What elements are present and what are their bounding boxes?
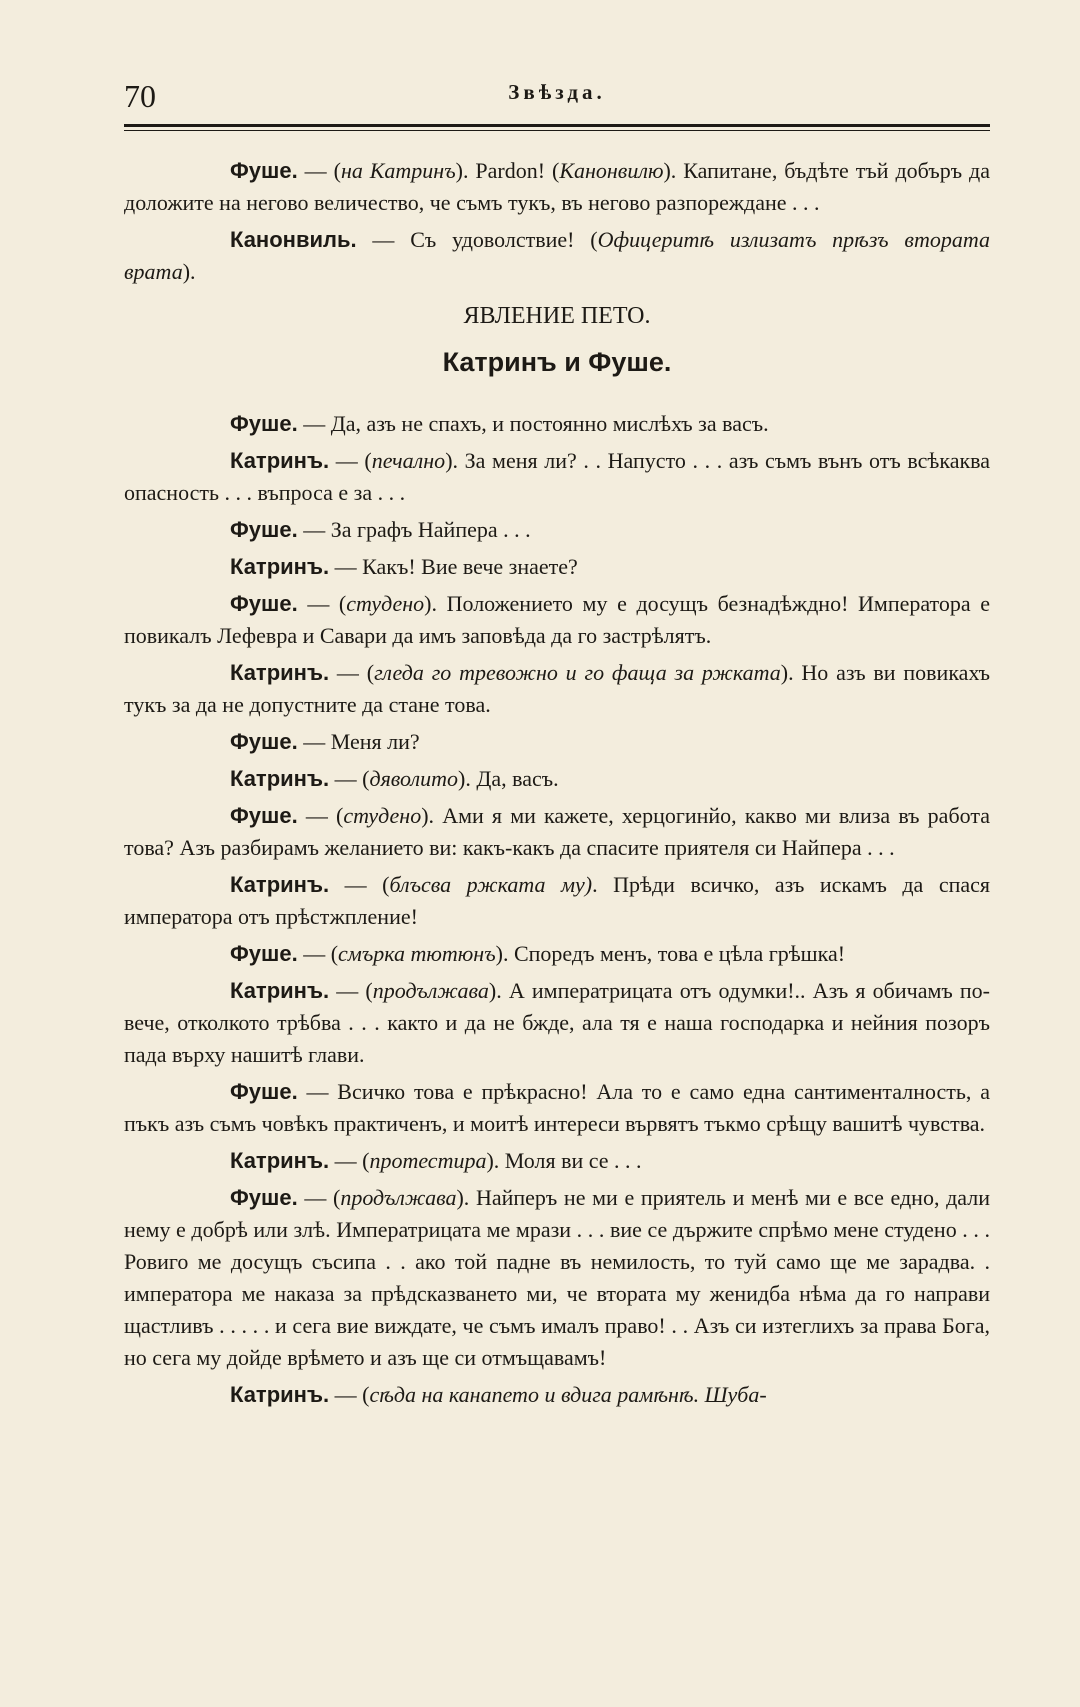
dialogue-line [124,1379,990,1411]
speaker-name: Катринъ. [230,872,330,897]
stage-direction: на Катринъ [340,158,456,183]
speech-text: — Всичко това е прѣкрасно! Ала то е само една сантименталность, а пъкъ азъ съмъ човѣкъ практиченъ, и моитѣ интереси вървятъ тъкмо срѣщу вашитѣ чувства. [124,1079,990,1136]
speaker-name: Катринъ. [230,1148,330,1173]
stage-direction: студено [346,591,425,616]
speech-text: — Да, азъ не спахъ, и постоянно мислѣхъ за васъ. [297,411,769,436]
speech-text: ). Pardon! ( [455,158,560,183]
speech-text: . Прѣди всичко, азъ искамъ да спася императора отъ прѣстжпление! [124,872,991,929]
speaker-name: Фуше. [230,591,298,616]
dialogue-line [124,514,990,546]
speech-text: — Какъ! Вие вече знаете? [329,554,578,579]
dialogue-line [124,551,990,583]
stage-direction: сѣда на канапето и вдига рамѣнѣ. Шуба- [369,1382,767,1407]
page-number: 70 [124,78,156,114]
speaker-name: Фуше. [230,158,298,183]
speech-text: — Съ удоволствие! ( [356,227,598,252]
stage-direction: печално [371,448,446,473]
dialogue-line [124,1182,990,1374]
speaker-name: Катринъ. [230,766,330,791]
dialogue-line [124,588,990,652]
speech-text: ). Капитане, бъдѣте тъй добъръ да доложите на негово величество, че съмъ тукъ, въ негово разпореждане . . . [124,158,990,215]
dialogue-line [124,1076,990,1140]
speech-text: ). Ами я ми кажете, херцогинйо, какво ми влиза въ работа това? Азъ разбирамъ желанието ви: какъ-какъ да спасите приятеля си Найпера . . . [124,803,990,860]
dialogue-line [124,408,990,440]
dialogue-line [124,800,990,864]
speech-text: ). Найперъ не ми е приятель и менѣ ми е все едно, дали нему е добрѣ или злѣ. Императрицата ме мрази . . . вие се държите спрѣмо мене студено . . . Ровиго ме досущъ съсипа . . ако той падне въ немилость, то туй само ще ме зарадва. . императора ме наказа за прѣдсказването ми, че втората му женидба нѣма да го направи щастливъ . . . . . и сега вие виждате, че съмъ ималъ право! . . Азъ си изтеглихъ за права Бога, но сега му дойде врѣмето и азъ ще си отмъщавамъ! [124,1185,990,1370]
dialogue-line [124,763,990,795]
speech-text: — ( [297,803,344,828]
speech-text: ). Моля ви се . . . [486,1148,642,1173]
speech-text: — ( [329,766,370,791]
speaker-name: Катринъ. [230,554,330,579]
speech-text: — ( [297,941,339,966]
stage-direction: продължава [372,978,489,1003]
speaker-name: Фуше. [230,729,298,754]
speech-text: ). [182,259,196,284]
speech-text: — Меня ли? [297,729,420,754]
dialogue-line [124,938,990,970]
play-text [124,155,990,1411]
header-rule [124,124,990,131]
speech-text: — ( [329,978,373,1003]
dialogue-line [124,155,990,219]
speaker-name: Катринъ. [230,448,330,473]
stage-direction: дяволито [369,766,458,791]
scene-characters: Катринъ и Фуше. [442,347,672,377]
speaker-name: Катринъ. [230,1382,330,1407]
speech-text: — ( [329,448,372,473]
page-header [124,74,990,114]
stage-direction: протестира [369,1148,487,1173]
speech-text: ). Да, васъ. [458,766,559,791]
stage-direction: смърка тютюнъ [338,941,496,966]
dialogue-line [124,726,990,758]
dialogue-line [124,445,990,509]
dialogue-line [124,869,990,933]
stage-direction: студено [343,803,422,828]
scene-heading: ЯВЛЕНИЕ ПЕТО. [463,303,651,329]
dialogue-line [124,657,990,721]
speech-text: — За графъ Найпера . . . [297,517,531,542]
speaker-name: Фуше. [230,1079,298,1104]
speech-text: ). Споредъ менъ, това е цѣла грѣшка! [495,941,846,966]
stage-direction: продължава [340,1185,457,1210]
speech-text: — ( [329,1382,370,1407]
speech-text: — ( [329,872,390,897]
speaker-name: Канонвиль. [230,227,357,252]
speech-text: ). Положението му е досущъ безнадѣждно! Императора е повикалъ Лефевра и Савари да имъ заповѣда да го застрѣлятъ. [124,591,991,648]
speaker-name: Фуше. [230,803,298,828]
speaker-name: Фуше. [230,517,298,542]
running-title: Звѣзда. [508,80,606,104]
stage-direction: Офицеритѣ излизатъ прѣзъ втората врата [124,227,990,284]
speaker-name: Фуше. [230,411,298,436]
speech-text: — ( [297,591,347,616]
speech-text: — ( [297,1185,341,1210]
speaker-name: Катринъ. [230,978,330,1003]
stage-direction: Канонвилю [559,158,664,183]
speech-text: ). А императрицата отъ одумки!.. Азъ я обичамъ по-вече, отколкото трѣбва . . . както и да не бжде, ала тя е наша господарка и нейния позоръ пада върху нашитѣ глави. [124,978,990,1067]
speaker-name: Катринъ. [230,660,330,685]
speaker-name: Фуше. [230,1185,298,1210]
speech-text: ). За меня ли? . . Напусто . . . азъ съмъ вънъ отъ всѣкаква опасность . . . въпроса е за . . . [124,448,991,505]
speech-text: ). Но азъ ви повикахъ тукъ за да не допустните да стане това. [124,660,990,717]
stage-direction: блъсва ржката му) [389,872,593,897]
dialogue-line [124,1145,990,1177]
speech-text: — ( [329,1148,370,1173]
speech-text: — ( [297,158,341,183]
speaker-name: Фуше. [230,941,298,966]
speech-text: — ( [329,660,375,685]
stage-direction: гледа го тревожно и го фаща за ржката [374,660,781,685]
dialogue-line [124,975,990,1071]
dialogue-line [124,224,990,288]
